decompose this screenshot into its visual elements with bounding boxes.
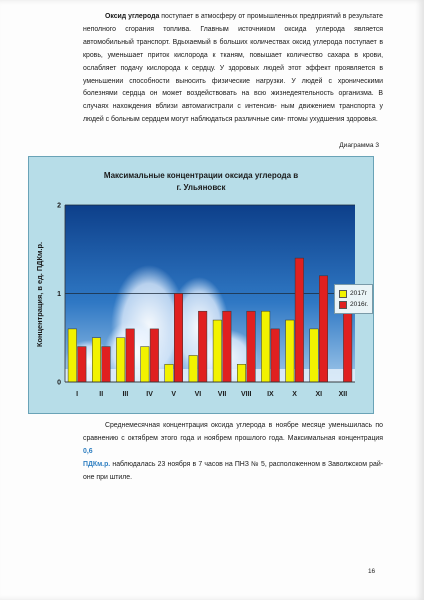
bar-2017-VII xyxy=(213,320,222,382)
x-tick-label: VIII xyxy=(240,391,252,398)
x-tick-label: III xyxy=(122,391,129,398)
paragraph-1 xyxy=(83,11,383,127)
legend-swatch-2017 xyxy=(339,290,347,298)
x-tick-label: IV xyxy=(146,391,153,398)
x-tick-label: X xyxy=(292,391,297,398)
bar-2016-I xyxy=(78,347,87,382)
legend-item-2017 xyxy=(339,288,368,299)
paragraph-2 xyxy=(83,420,383,485)
paragraph-1-line: всю жизнедеятельность организма. В случаях нахождения вблизи автомагистрали с интенсив- xyxy=(83,90,383,111)
max-value: 0,6 xyxy=(83,447,93,455)
bar-2016-IV xyxy=(150,329,159,382)
x-tick-label: V xyxy=(171,391,177,398)
bar-2016-II xyxy=(102,347,111,382)
x-tick-label: I xyxy=(76,391,79,398)
x-tick-labels xyxy=(76,391,347,398)
bar-2016-V xyxy=(174,294,183,383)
paragraph-1-line: транспорт. Вдыхаемый в больших количествах оксид углерода поступает в кровь, уменьшает xyxy=(83,38,383,59)
bar-2016-VI xyxy=(198,311,207,382)
paragraph-2-line: оне при штиле. xyxy=(83,473,133,481)
paragraph-1-line: к сердцу. У здоровых людей этот эффект проявляется в уменьшении способности выносить xyxy=(83,64,383,85)
paragraph-2-line: сравнению с октябрем этого года и ноябрем прошлого года. Максимальная концентрация xyxy=(83,434,383,442)
paragraph-2-line: наблюдалась 23 ноября в 7 часов на ПНЗ № 5, расположенном в Заволжском рай- xyxy=(112,460,383,468)
lead-term: Оксид углерода xyxy=(105,13,160,20)
bar-2017-XI xyxy=(310,329,319,382)
legend-swatch-2016 xyxy=(339,301,347,309)
chart-plot xyxy=(29,157,373,413)
paragraph-1-line: ным движением транспорта у людей с больным сердцем могут наблюдаться различные сим- xyxy=(83,103,383,124)
y-axis-label: Концентрация, в ед. ПДКм.р. xyxy=(35,241,44,347)
x-tick-label: II xyxy=(99,391,104,398)
y-tick-labels xyxy=(57,203,61,387)
bar-2017-II xyxy=(92,338,101,382)
bar-2017-III xyxy=(116,338,125,382)
bar-2017-IX xyxy=(261,311,270,382)
bar-2017-X xyxy=(286,320,295,382)
max-value-unit: ПДКм.р. xyxy=(83,460,111,468)
chart-title-line-1: Максимальные концентрации оксида углерода в xyxy=(103,171,299,180)
paragraph-1-line: неполного сгорания топлива. Главным источником оксида углерода является автомобильный xyxy=(83,25,383,46)
bar-2016-XII xyxy=(343,311,352,382)
bar-2016-XI xyxy=(319,276,328,382)
x-tick-label: VI xyxy=(194,391,202,398)
bar-2016-VII xyxy=(223,311,232,382)
bar-2017-VI xyxy=(189,355,198,382)
bar-2016-VIII xyxy=(247,311,256,382)
bar-2016-IX xyxy=(271,329,280,382)
legend-label-2016: 2016г. xyxy=(350,301,369,308)
paragraph-1-line: птомы ухудшения здоровья. xyxy=(287,116,378,124)
bar-2017-V xyxy=(165,364,174,382)
paragraph-1-line: физические нагрузки. У людей с хроническими болезнями сердца он может воздействовать на xyxy=(83,77,383,98)
bar-2017-IV xyxy=(141,347,150,382)
legend-label-2017: 2017г xyxy=(350,290,368,297)
paragraph-1-line: приток кислорода к тканям, повышает количество сахара в крови, ослабляет подачу кислорода xyxy=(83,51,383,72)
y-tick-label: 1 xyxy=(57,291,61,298)
x-tick-label: XI xyxy=(315,391,323,398)
chart-container xyxy=(28,156,374,414)
x-tick-label: IX xyxy=(267,391,274,398)
diagram-caption: Диаграмма 3 xyxy=(339,142,379,149)
paragraph-2-line: Среднемесячная концентрация оксида углерода в ноябре месяце уменьшилась по xyxy=(105,422,383,429)
chart-title-line-2: г. Ульяновск xyxy=(176,183,226,192)
y-tick-label: 2 xyxy=(57,202,61,210)
y-tick-label: 0 xyxy=(57,379,61,387)
bar-2017-VIII xyxy=(237,364,246,382)
paragraph-1-line: поступает в атмосферу от промышленных предприятий в результате xyxy=(161,13,383,20)
chart-legend xyxy=(334,284,373,314)
bar-2016-X xyxy=(295,258,304,382)
bar-2016-III xyxy=(126,329,134,382)
bar-2017-I xyxy=(68,329,77,382)
x-tick-label: VII xyxy=(217,391,227,398)
page-number: 16 xyxy=(368,568,376,575)
legend-item-2016 xyxy=(339,299,368,310)
x-tick-label: XII xyxy=(338,391,348,398)
